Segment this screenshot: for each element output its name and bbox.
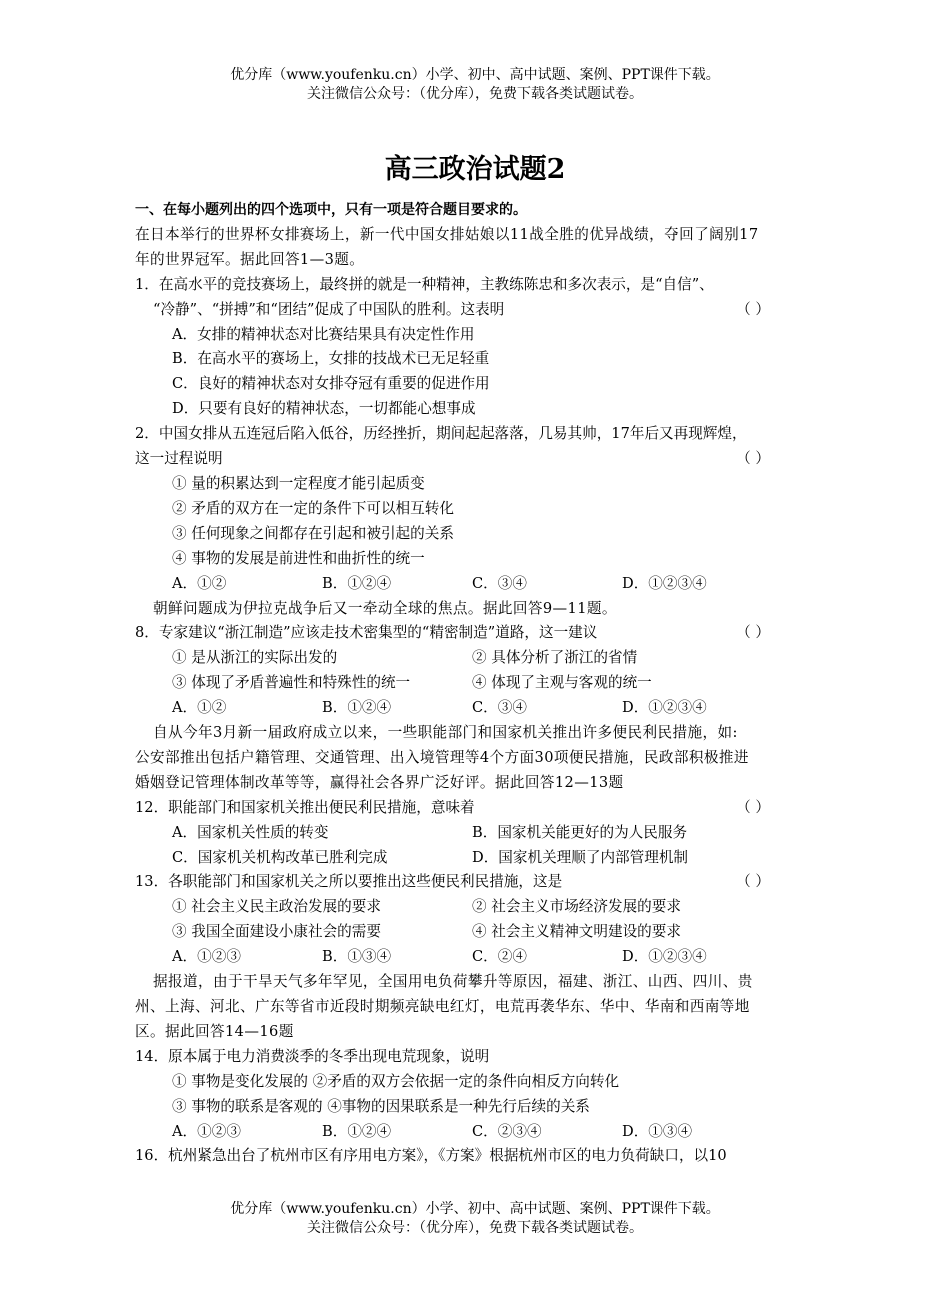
question-14-items-row-2: ③ 事物的联系是客观的 ④事物的因果联系是一种先行后续的关系 xyxy=(172,1097,590,1115)
question-2 xyxy=(135,422,840,472)
question-13-item-4: ④ 社会主义精神文明建设的要求 xyxy=(472,923,681,941)
question-13-item-3: ③ 我国全面建设小康社会的需要 xyxy=(172,923,381,941)
question-1-text: 1．在高水平的竞技赛场上，最终拼的就是一种精神，主教练陈忠和多次表示，是“自信”、 xyxy=(135,275,714,293)
footer-line-2: 关注微信公众号：（优分库），免费下载各类试题试卷。 xyxy=(307,1220,643,1236)
choice-c: C．②④ xyxy=(472,948,527,966)
question-1 xyxy=(135,273,840,323)
question-8-items-row-1 xyxy=(135,646,840,671)
choice-c: C．③④ xyxy=(472,574,527,592)
question-1-text-cont: “冷静”、“拼搏”和“团结”促成了中国队的胜利。这表明 xyxy=(153,300,505,318)
choice-b: B．①②④ xyxy=(322,1122,392,1140)
question-16 xyxy=(135,1144,840,1169)
question-8-text: 8．专家建议“浙江制造”应该走技术密集型的“精密制造”道路，这一建议 xyxy=(135,624,598,642)
question-8-item-3: ③ 体现了矛盾普遍性和特殊性的统一 xyxy=(172,674,411,692)
question-2-item-1: ① 量的积累达到一定程度才能引起质变 xyxy=(172,474,425,492)
question-2-text: 2．中国女排从五连冠后陷入低谷，历经挫折，期间起起落落，几易其帅，17年后又再现辉煌， xyxy=(135,425,747,443)
answer-blank: （ ） xyxy=(736,624,770,642)
document-title: 高三政治试题2 xyxy=(384,154,566,185)
choice-c: C．②③④ xyxy=(472,1122,542,1140)
choice-d: D．①②③④ xyxy=(622,574,707,592)
question-2-text-cont: 这一过程说明 xyxy=(135,450,223,468)
question-13-item-2: ② 社会主义市场经济发展的要求 xyxy=(472,898,681,916)
choice-d: D．①②③④ xyxy=(622,699,707,717)
question-2-item-2: ② 矛盾的双方在一定的条件下可以相互转化 xyxy=(172,499,454,517)
question-8-choices xyxy=(135,696,840,721)
answer-blank: （ ） xyxy=(736,450,770,468)
header-line-2: 关注微信公众号：（优分库），免费下载各类试题试卷。 xyxy=(307,86,643,102)
question-13-items-row-2 xyxy=(135,920,840,945)
question-8-item-2: ② 具体分析了浙江的省情 xyxy=(472,649,638,667)
question-1-option-c: C．良好的精神状态对女排夺冠有重要的促进作用 xyxy=(172,375,490,393)
question-13-item-1: ① 社会主义民主政治发展的要求 xyxy=(172,898,381,916)
intro-passage-2: 朝鲜问题成为伊拉克战争后又一牵动全球的焦点。据此回答9—11题。 xyxy=(153,599,617,617)
choice-d: D．①③④ xyxy=(622,1122,693,1140)
choice-c: C．③④ xyxy=(472,699,527,717)
answer-blank: （ ） xyxy=(736,873,770,891)
question-2-item-4: ④ 事物的发展是前进性和曲折性的统一 xyxy=(172,549,425,567)
question-14-text: 14．原本属于电力消费淡季的冬季出现电荒现象，说明 xyxy=(135,1047,490,1065)
question-12-options-row-1 xyxy=(135,821,840,846)
question-13-items-row-1 xyxy=(135,895,840,920)
question-2-item-3: ③ 任何现象之间都存在引起和被引起的关系 xyxy=(172,524,454,542)
question-8-item-4: ④ 体现了主观与客观的统一 xyxy=(472,674,652,692)
question-12-text: 12．职能部门和国家机关推出便民利民措施，意味着 xyxy=(135,798,475,816)
page-header xyxy=(0,66,950,104)
intro-passage-1: 在日本举行的世界杯女排赛场上，新一代中国女排姑娘以11战全胜的优异战绩，夺回了阔别17 年的世界冠军。据此回答1—3题。 xyxy=(135,225,759,268)
question-12-options-row-2 xyxy=(135,846,840,871)
question-2-choices xyxy=(135,572,840,597)
question-13-text: 13．各职能部门和国家机关之所以要推出这些便民利民措施，这是 xyxy=(135,873,563,891)
answer-blank: （ ） xyxy=(736,300,770,318)
question-14 xyxy=(135,1045,840,1070)
question-8-item-1: ① 是从浙江的实际出发的 xyxy=(172,649,338,667)
choice-d: D．①②③④ xyxy=(622,948,707,966)
header-line-1: 优分库（www.youfenku.cn）小学、初中、高中试题、案例、PPT课件下载。 xyxy=(230,67,720,83)
choice-a: A．①② xyxy=(172,699,227,717)
question-8-items-row-2 xyxy=(135,671,840,696)
document-body xyxy=(135,198,840,1169)
question-8 xyxy=(135,621,840,646)
choice-a: A．①② xyxy=(172,574,227,592)
answer-blank: （ ） xyxy=(736,798,770,816)
question-16-text: 16．杭州紧急出台了杭州市区有序用电方案》，《方案》根据杭州市区的电力负荷缺口，以10 xyxy=(135,1147,727,1165)
question-12-option-b: B．国家机关能更好的为人民服务 xyxy=(472,823,688,841)
question-13 xyxy=(135,870,840,895)
intro-passage-3: 自从今年3月新一届政府成立以来，一些职能部门和国家机关推出许多便民利民措施，如: 公安部推出包括户籍管理、交通管理、出入境管理等4个方面30项便民措施，民政部积极推进 婚姻登记管理体制改革等等，赢得社会各界广泛好评。据此回答12—13题 xyxy=(135,724,749,791)
choice-a: A．①②③ xyxy=(172,1122,241,1140)
question-13-choices xyxy=(135,945,840,970)
section-heading: 一、在每小题列出的四个选项中，只有一项是符合题目要求的。 xyxy=(135,202,527,218)
question-12 xyxy=(135,796,840,821)
question-14-items-row-1: ① 事物是变化发展的 ②矛盾的双方会依据一定的条件向相反方向转化 xyxy=(172,1072,620,1090)
choice-a: A．①②③ xyxy=(172,948,241,966)
question-14-choices xyxy=(135,1120,840,1145)
page-footer xyxy=(0,1200,950,1238)
question-1-option-b: B．在高水平的赛场上，女排的技战术已无足轻重 xyxy=(172,350,490,368)
choice-b: B．①②④ xyxy=(322,699,392,717)
question-1-option-d: D．只要有良好的精神状态，一切都能心想事成 xyxy=(172,400,476,418)
choice-b: B．①②④ xyxy=(322,574,392,592)
question-12-option-c: C．国家机关机构改革已胜利完成 xyxy=(172,848,388,866)
choice-b: B．①③④ xyxy=(322,948,392,966)
intro-passage-4: 据报道，由于干旱天气多年罕见，全国用电负荷攀升等原因，福建、浙江、山西、四川、贵 州、上海、河北、广东等省市近段时期频亮缺电红灯，电荒再袭华东、华中、华南和西南等地 区。据此回答14—16题 xyxy=(135,973,753,1040)
question-12-option-a: A．国家机关性质的转变 xyxy=(172,823,329,841)
footer-line-1: 优分库（www.youfenku.cn）小学、初中、高中试题、案例、PPT课件下载。 xyxy=(230,1201,720,1217)
question-12-option-d: D．国家机关理顺了内部管理机制 xyxy=(472,848,689,866)
question-1-option-a: A．女排的精神状态对比赛结果具有决定性作用 xyxy=(172,325,475,343)
